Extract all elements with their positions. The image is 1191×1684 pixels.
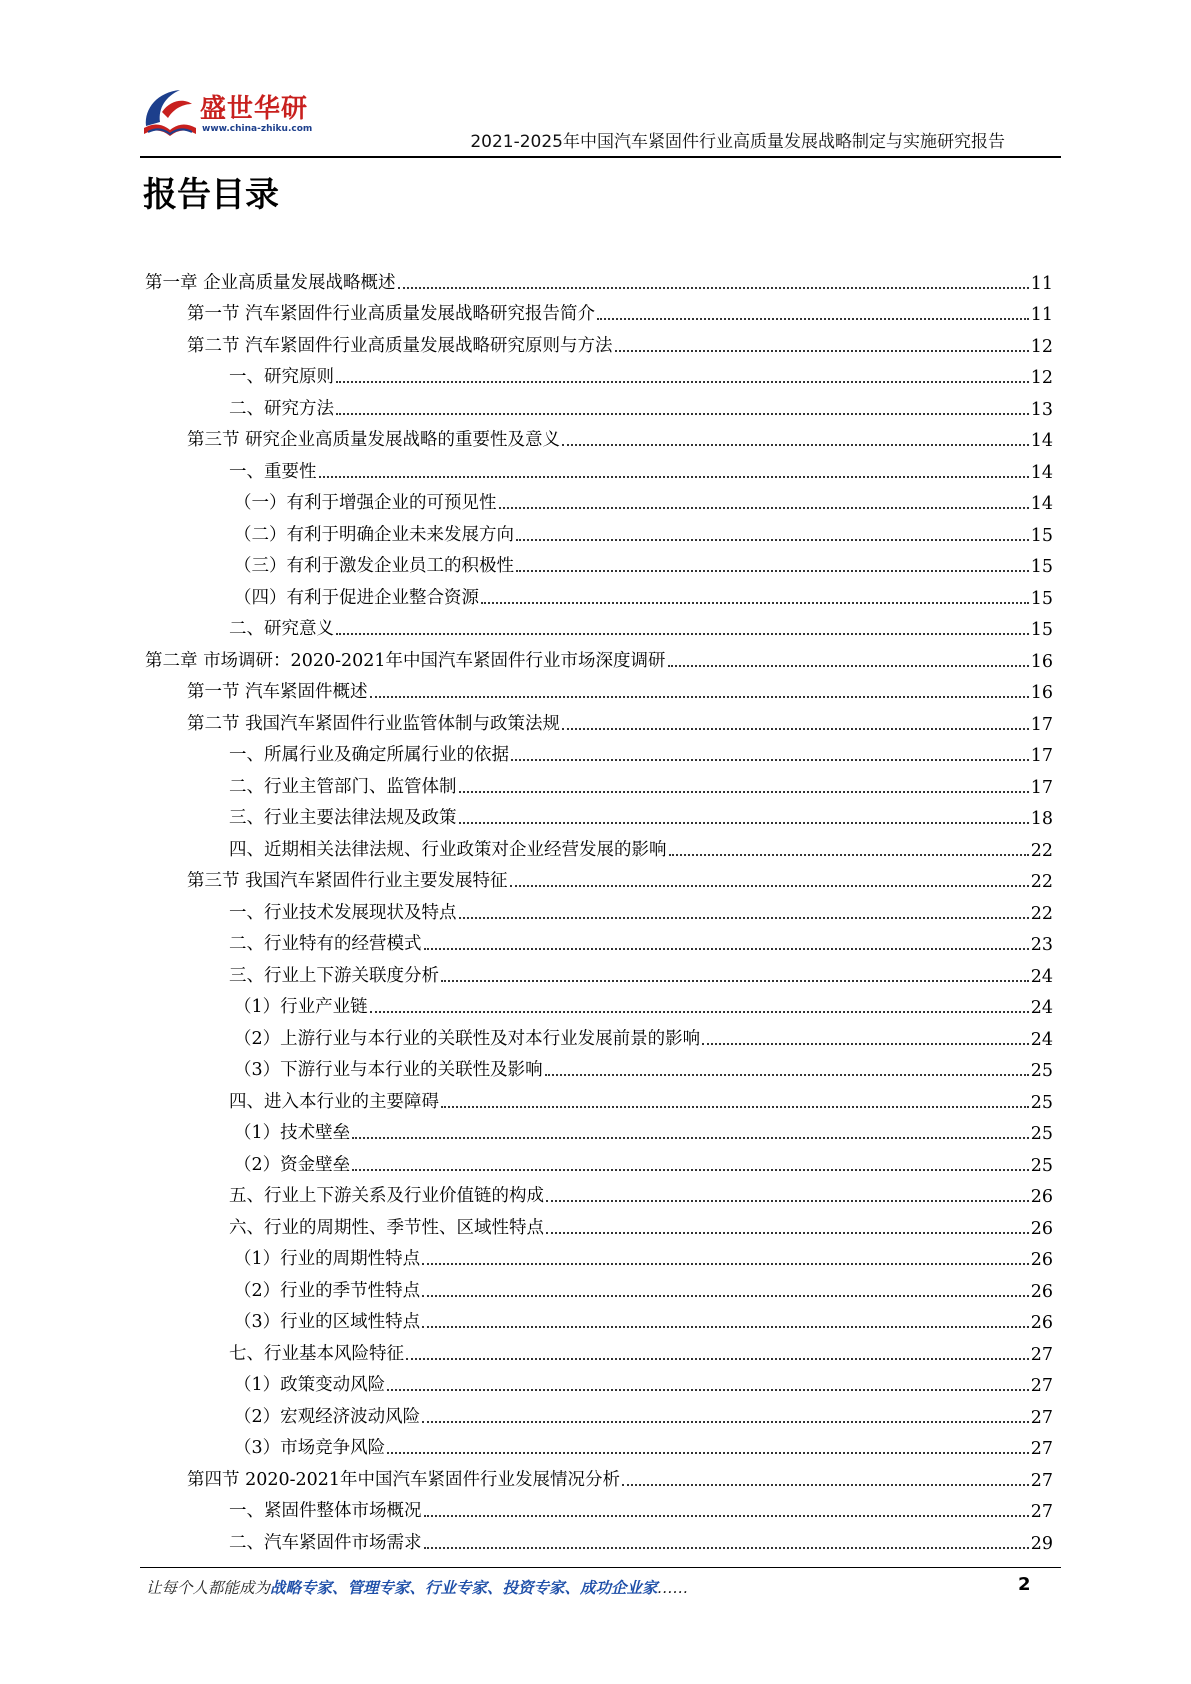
toc-entry-page: 26 (1030, 1187, 1053, 1207)
toc-entry-page: 14 (1030, 494, 1053, 514)
toc-dot-leader (352, 1168, 1029, 1171)
toc-entry[interactable] (145, 325, 1053, 357)
toc-entry-title: 第一节 汽车紧固件概述 (187, 682, 368, 702)
toc-entry-page: 18 (1030, 809, 1053, 829)
toc-dot-leader (615, 349, 1029, 352)
toc-entry-page: 27 (1030, 1376, 1053, 1396)
toc-entry-page: 23 (1030, 935, 1053, 955)
toc-entry[interactable] (145, 1050, 1053, 1082)
toc-entry[interactable] (145, 672, 1053, 704)
toc-entry-page: 27 (1030, 1502, 1053, 1522)
toc-entry[interactable] (145, 1207, 1053, 1239)
toc-entry-page: 25 (1030, 1124, 1053, 1144)
toc-dot-leader (562, 443, 1029, 446)
toc-entry-page: 24 (1030, 966, 1053, 987)
toc-entry-title: 第三节 我国汽车紧固件行业主要发展特征 (187, 871, 508, 891)
slogan-suffix: …… (657, 1579, 689, 1597)
footer-divider (140, 1567, 1061, 1568)
toc-dot-leader (669, 853, 1029, 856)
toc-entry-page: 15 (1030, 557, 1053, 577)
toc-entry-title: 二、研究方法 (229, 398, 334, 419)
toc-entry[interactable] (145, 766, 1053, 798)
toc-dot-leader (546, 1231, 1029, 1234)
toc-entry-title: 第三节 研究企业高质量发展战略的重要性及意义 (187, 430, 561, 450)
toc-entry-page: 16 (1030, 683, 1053, 703)
toc-entry-page: 15 (1030, 620, 1053, 640)
toc-dot-leader (481, 601, 1029, 604)
toc-dot-leader (668, 664, 1029, 667)
toc-entry[interactable] (145, 798, 1053, 830)
table-of-contents (145, 262, 1053, 1554)
toc-dot-leader (459, 916, 1029, 919)
toc-entry-page: 12 (1030, 368, 1053, 388)
toc-entry-title: （2）上游行业与本行业的关联性及对本行业发展前景的影响 (234, 1028, 701, 1049)
toc-entry-page: 27 (1030, 1439, 1053, 1459)
toc-entry-page: 11 (1030, 273, 1053, 294)
toc-entry-page: 27 (1030, 1470, 1053, 1491)
toc-entry-title: （1）行业的周期性特点 (234, 1249, 421, 1269)
report-title: 2021-2025年中国汽车紧固件行业高质量发展战略制定与实施研究报告 (470, 132, 1005, 152)
toc-dot-leader (336, 412, 1029, 415)
toc-entry-page: 17 (1030, 777, 1053, 798)
toc-entry-title: （二）有利于明确企业未来发展方向 (234, 524, 514, 545)
toc-entry-page: 25 (1030, 1092, 1053, 1113)
footer-slogan (146, 1576, 689, 1598)
toc-dot-leader (597, 317, 1029, 320)
toc-dot-leader (511, 758, 1029, 761)
toc-entry[interactable] (145, 735, 1053, 767)
toc-entry-page: 17 (1030, 714, 1053, 735)
toc-entry-page: 25 (1030, 1061, 1053, 1081)
toc-entry-page: 26 (1030, 1250, 1053, 1270)
toc-entry-title: 一、紧固件整体市场概况 (229, 1501, 422, 1521)
toc-entry-title: 第一章 企业高质量发展战略概述 (145, 272, 396, 293)
toc-entry[interactable] (145, 892, 1053, 924)
toc-dot-leader (398, 286, 1029, 289)
toc-dot-leader (510, 884, 1029, 887)
toc-entry-title: 第二章 市场调研：2020-2021年中国汽车紧固件行业市场深度调研 (145, 650, 666, 671)
toc-entry[interactable] (145, 451, 1053, 483)
toc-entry-page: 27 (1030, 1344, 1053, 1365)
toc-entry-title: 六、行业的周期性、季节性、区域性特点 (229, 1217, 544, 1238)
toc-dot-leader (422, 1420, 1029, 1423)
toc-entry[interactable] (145, 1270, 1053, 1302)
toc-dot-leader (370, 1010, 1029, 1013)
toc-entry[interactable] (145, 1302, 1053, 1334)
toc-dot-leader (319, 475, 1029, 478)
toc-entry[interactable] (145, 1239, 1053, 1271)
toc-entry-title: 三、行业主要法律法规及政策 (229, 808, 457, 828)
toc-entry-title: 第二节 汽车紧固件行业高质量发展战略研究原则与方法 (187, 335, 613, 356)
toc-entry-page: 26 (1030, 1313, 1053, 1333)
slogan-highlight: 战略专家、管理专家、行业专家、投资专家、成功企业家 (270, 1579, 658, 1597)
toc-entry-title: （1）行业产业链 (234, 997, 368, 1017)
toc-entry-title: 二、行业主管部门、监管体制 (229, 776, 457, 797)
toc-entry-title: （四）有利于促进企业整合资源 (234, 587, 479, 608)
toc-entry[interactable] (145, 577, 1053, 609)
toc-entry-title: （2）宏观经济波动风险 (234, 1406, 421, 1427)
toc-entry-page: 27 (1030, 1407, 1053, 1428)
toc-entry-page: 26 (1030, 1281, 1053, 1302)
toc-entry[interactable] (145, 546, 1053, 578)
toc-dot-leader (702, 1042, 1029, 1045)
toc-entry-title: 五、行业上下游关系及行业价值链的构成 (229, 1186, 544, 1206)
toc-entry[interactable] (145, 955, 1053, 987)
toc-entry-page: 22 (1030, 840, 1053, 861)
toc-dot-leader (459, 821, 1029, 824)
toc-entry-page: 11 (1030, 305, 1053, 325)
toc-entry[interactable] (145, 1396, 1053, 1428)
toc-entry[interactable] (145, 1365, 1053, 1397)
toc-entry-title: （1）技术壁垒 (234, 1123, 351, 1143)
toc-entry-title: （3）行业的区域性特点 (234, 1312, 421, 1332)
toc-entry[interactable] (145, 483, 1053, 515)
toc-dot-leader (422, 1325, 1029, 1328)
toc-entry-page: 14 (1030, 462, 1053, 483)
toc-entry-title: 四、进入本行业的主要障碍 (229, 1091, 439, 1112)
page-number: 2 (1018, 1574, 1031, 1595)
toc-dot-leader (370, 695, 1029, 698)
toc-dot-leader (459, 790, 1029, 793)
toc-entry-title: （2）行业的季节性特点 (234, 1280, 421, 1301)
toc-entry-page: 24 (1030, 1029, 1053, 1050)
toc-entry[interactable] (145, 1459, 1053, 1491)
toc-dot-leader (424, 947, 1029, 950)
toc-entry[interactable] (145, 1144, 1053, 1176)
toc-entry-title: 一、所属行业及确定所属行业的依据 (229, 745, 509, 765)
page-title: 报告目录 (143, 175, 279, 215)
toc-entry[interactable] (145, 1428, 1053, 1460)
toc-entry-page: 29 (1030, 1533, 1053, 1554)
toc-entry-title: （一）有利于增强企业的可预见性 (234, 493, 497, 513)
toc-entry[interactable] (145, 609, 1053, 641)
toc-entry-title: 第四节 2020-2021年中国汽车紧固件行业发展情况分析 (187, 1469, 621, 1490)
toc-entry-title: 二、研究意义 (229, 619, 334, 639)
toc-dot-leader (441, 1105, 1029, 1108)
toc-dot-leader (336, 632, 1029, 635)
toc-entry[interactable] (145, 294, 1053, 326)
brand-name: 盛世华研 (200, 94, 309, 124)
toc-dot-leader (562, 727, 1029, 730)
toc-dot-leader (441, 979, 1029, 982)
toc-dot-leader (422, 1294, 1029, 1297)
toc-entry-title: （2）资金壁垒 (234, 1154, 351, 1175)
toc-entry[interactable] (145, 1176, 1053, 1208)
toc-entry-page: 15 (1030, 588, 1053, 609)
toc-entry-title: 四、近期相关法律法规、行业政策对企业经营发展的影响 (229, 839, 667, 860)
toc-entry-page: 22 (1030, 872, 1053, 892)
toc-entry-title: 第二节 我国汽车紧固件行业监管体制与政策法规 (187, 713, 561, 734)
toc-dot-leader (499, 506, 1029, 509)
toc-entry-page: 12 (1030, 336, 1053, 357)
brand-url: www.china-zhiku.com (202, 124, 313, 134)
toc-dot-leader (422, 1262, 1029, 1265)
toc-entry-title: （三）有利于激发企业员工的积极性 (234, 556, 514, 576)
toc-entry-page: 17 (1030, 746, 1053, 766)
toc-dot-leader (424, 1514, 1029, 1517)
toc-entry-page: 26 (1030, 1218, 1053, 1239)
toc-entry[interactable] (145, 1081, 1053, 1113)
toc-entry-page: 24 (1030, 998, 1053, 1018)
toc-entry[interactable] (145, 829, 1053, 861)
slogan-prefix: 让每个人都能成为 (146, 1579, 271, 1597)
toc-entry[interactable] (145, 987, 1053, 1019)
toc-dot-leader (545, 1073, 1029, 1076)
toc-dot-leader (387, 1388, 1029, 1391)
toc-entry-page: 16 (1030, 651, 1053, 672)
header-divider (140, 156, 1061, 158)
toc-entry[interactable] (145, 924, 1053, 956)
toc-entry[interactable] (145, 1018, 1053, 1050)
toc-entry-page: 22 (1030, 903, 1053, 924)
toc-dot-leader (336, 380, 1029, 383)
toc-entry[interactable] (145, 514, 1053, 546)
toc-entry[interactable] (145, 1491, 1053, 1523)
toc-entry-title: （1）政策变动风险 (234, 1375, 386, 1395)
toc-entry-page: 13 (1030, 399, 1053, 420)
toc-entry-title: 一、行业技术发展现状及特点 (229, 902, 457, 923)
toc-dot-leader (387, 1451, 1029, 1454)
toc-entry[interactable] (145, 861, 1053, 893)
toc-entry-title: 第一节 汽车紧固件行业高质量发展战略研究报告简介 (187, 304, 596, 324)
toc-entry[interactable] (145, 1522, 1053, 1554)
toc-dot-leader (352, 1136, 1029, 1139)
toc-dot-leader (516, 569, 1029, 572)
toc-dot-leader (424, 1546, 1029, 1549)
toc-entry[interactable] (145, 1333, 1053, 1365)
toc-entry-title: 七、行业基本风险特征 (229, 1343, 404, 1364)
toc-dot-leader (622, 1483, 1029, 1486)
logo-emblem-icon (140, 82, 202, 144)
toc-entry-title: 二、行业特有的经营模式 (229, 934, 422, 954)
toc-entry[interactable] (145, 640, 1053, 672)
toc-dot-leader (516, 538, 1029, 541)
toc-entry[interactable] (145, 1113, 1053, 1145)
toc-dot-leader (406, 1357, 1029, 1360)
toc-entry-title: 三、行业上下游关联度分析 (229, 965, 439, 986)
toc-entry[interactable] (145, 262, 1053, 294)
toc-entry-page: 14 (1030, 431, 1053, 451)
toc-entry[interactable] (145, 420, 1053, 452)
toc-entry-title: （3）下游行业与本行业的关联性及影响 (234, 1060, 543, 1080)
company-logo (140, 82, 320, 144)
toc-entry-title: 一、研究原则 (229, 367, 334, 387)
toc-dot-leader (546, 1199, 1029, 1202)
toc-entry[interactable] (145, 388, 1053, 420)
toc-entry[interactable] (145, 357, 1053, 389)
page-header (0, 0, 1191, 160)
toc-entry-title: （3）市场竞争风险 (234, 1438, 386, 1458)
toc-entry-page: 15 (1030, 525, 1053, 546)
toc-entry[interactable] (145, 703, 1053, 735)
toc-entry-page: 25 (1030, 1155, 1053, 1176)
toc-entry-title: 一、重要性 (229, 461, 317, 482)
toc-entry-title: 二、汽车紧固件市场需求 (229, 1532, 422, 1553)
